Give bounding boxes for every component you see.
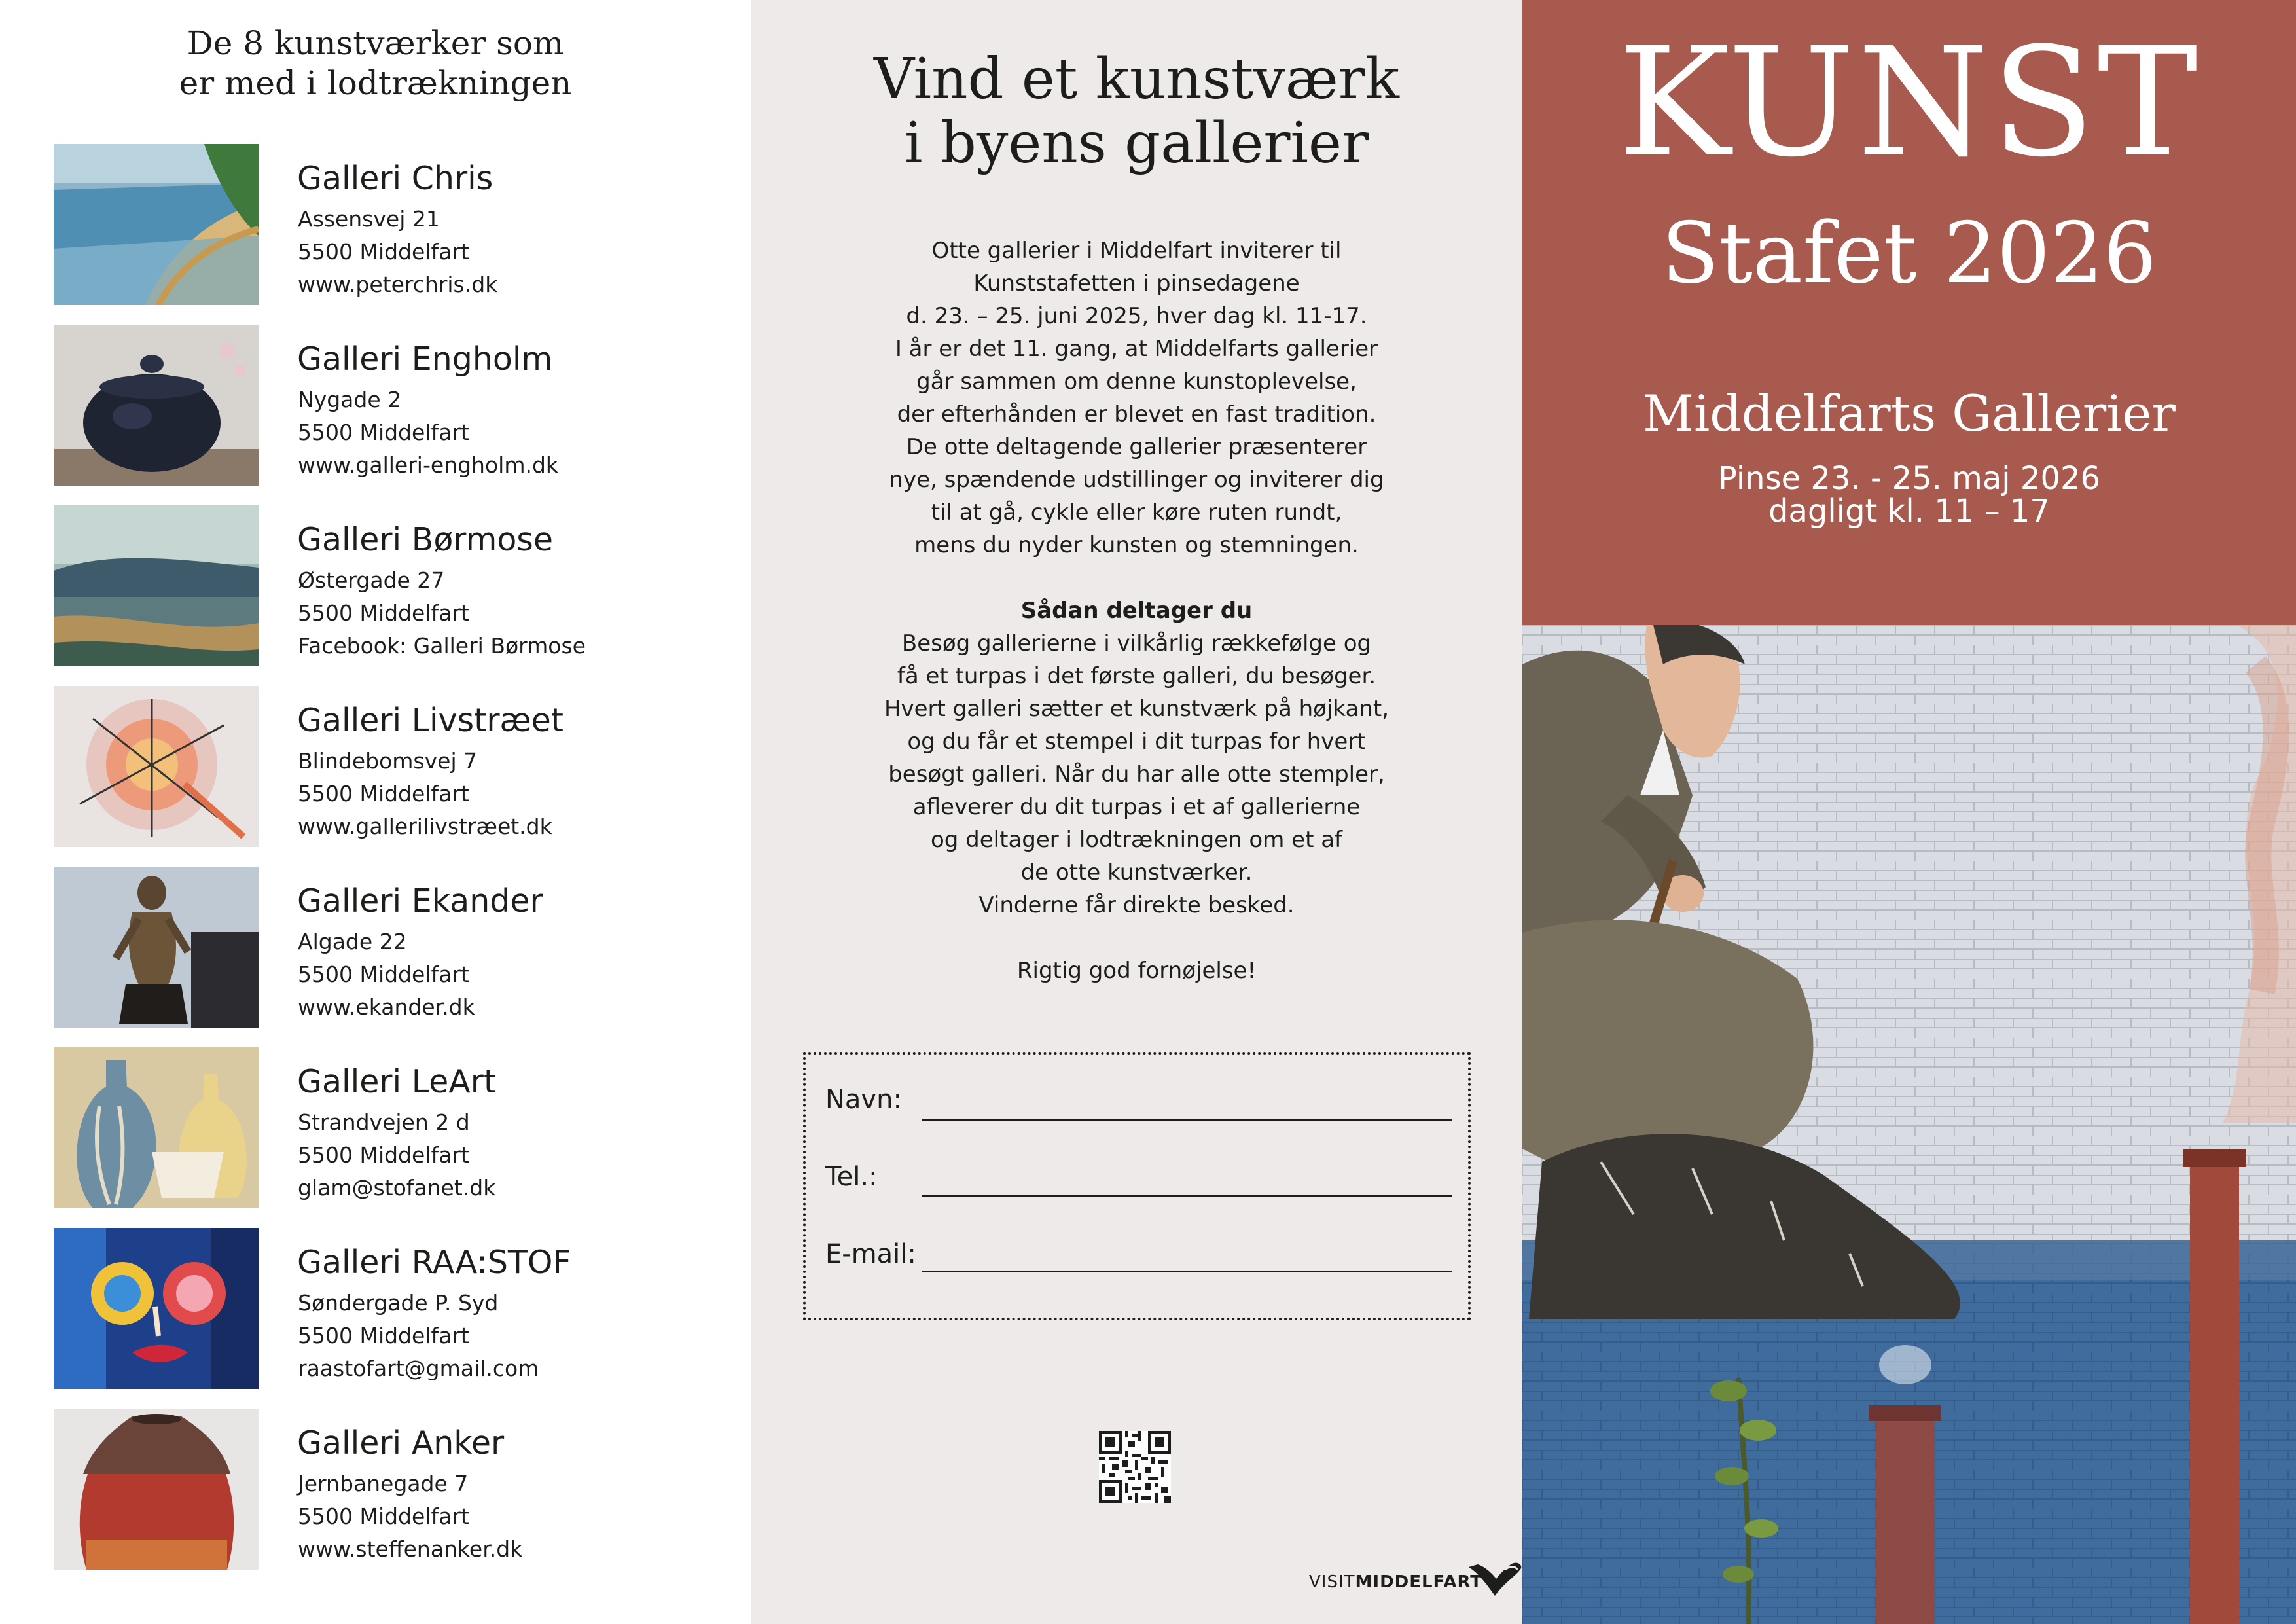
how-line: og du får et stempel i dit turpas for hvert: [907, 729, 1366, 755]
artwork-thumbnail-ceramic-jar: [54, 325, 259, 486]
gallery-facebook: Facebook: Galleri Børmose: [298, 633, 586, 659]
logo-text: [1309, 1572, 1482, 1592]
gallery-entry: [54, 1409, 734, 1572]
artwork-thumbnail-red-vase: [54, 1409, 259, 1570]
gallery-website: www.ekander.dk: [298, 994, 475, 1020]
how-line: og deltager i lodtrækningen om et af: [930, 827, 1343, 853]
email-label: E-mail:: [825, 1239, 916, 1269]
gallery-name: Galleri Børmose: [297, 521, 553, 558]
cover-organizer: Middelfarts Gallerier: [1643, 384, 2176, 442]
gallery-address: Jernbanegade 7: [298, 1471, 469, 1496]
intro-line: De otte deltagende gallerier præsenterer: [906, 434, 1367, 460]
intro-line: I år er det 11. gang, at Middelfarts gallerier: [895, 336, 1378, 362]
intro-line: nye, spændende udstillinger og inviterer dig: [889, 467, 1384, 493]
how-line: Besøg gallerierne i vilkårlig rækkefølge og: [901, 630, 1372, 657]
artwork-thumbnail-coast-painting: [54, 144, 259, 305]
cover-title: KUNST: [1618, 16, 2200, 190]
gallery-website: www.peterchris.dk: [298, 272, 498, 297]
competition-title: [751, 47, 1522, 175]
cover-hours: dagligt kl. 11 – 17: [1768, 493, 2050, 530]
gallery-city: 5500 Middelfart: [298, 239, 469, 264]
gallery-city: 5500 Middelfart: [298, 1323, 469, 1348]
qr-code-icon[interactable]: [1099, 1431, 1171, 1503]
closing-text: Rigtig god fornøjelse!: [1016, 958, 1257, 984]
artwork-thumbnail-landscape-painting: [54, 505, 259, 666]
how-line: Vinderne får direkte besked.: [978, 892, 1295, 918]
gallery-entry: [54, 867, 734, 1030]
gallery-city: 5500 Middelfart: [298, 1142, 469, 1168]
gallery-website: www.steffenanker.dk: [298, 1536, 523, 1562]
intro-line: Kunststafetten i pinsedagene: [973, 270, 1300, 297]
gallery-website: www.galleri-engholm.dk: [298, 452, 559, 478]
gallery-entry: [54, 144, 734, 308]
logo-visit-word: VISIT: [1309, 1572, 1355, 1592]
gallery-entry: [54, 1228, 734, 1392]
how-to-participate: [751, 594, 1522, 922]
competition-panel: [751, 0, 1522, 1624]
artwork-thumbnail-abstract-circle: [54, 686, 259, 847]
gallery-city: 5500 Middelfart: [298, 600, 469, 626]
gallery-entry: [54, 505, 734, 669]
gallery-email: glam@stofanet.dk: [298, 1175, 496, 1200]
intro-line: mens du nyder kunsten og stemningen.: [914, 532, 1359, 558]
phone-field[interactable]: [922, 1195, 1452, 1197]
gallery-city: 5500 Middelfart: [298, 781, 469, 806]
how-line: afleverer du dit turpas i et af gallerierne: [912, 794, 1361, 820]
how-line: Hvert galleri sætter et kunstværk på højkant,: [884, 696, 1390, 722]
how-line: de otte kunstværker.: [1020, 859, 1253, 886]
gallery-name: Galleri Engholm: [297, 340, 553, 378]
intro-line: d. 23. – 25. juni 2025, hver dag kl. 11-17.: [906, 303, 1367, 329]
cover-panel: [1522, 0, 2296, 1624]
gallery-name: Galleri Anker: [297, 1424, 505, 1462]
name-field[interactable]: [922, 1119, 1452, 1121]
gallery-address: Blindebomsvej 7: [298, 748, 478, 774]
gallery-list-heading: De 8 kunstværker som er med i lodtrækningen: [179, 24, 572, 102]
gallery-city: 5500 Middelfart: [298, 962, 469, 987]
gallery-entry: [54, 1047, 734, 1211]
how-line: få et turpas i det første galleri, du besøger.: [897, 663, 1376, 689]
artwork-thumbnail-colorful-portrait: [54, 1228, 259, 1389]
gallery-name: Galleri Chris: [297, 160, 493, 197]
gallery-entry: [54, 686, 734, 850]
competition-title-line: i byens gallerier: [904, 111, 1369, 176]
intro-line: til at gå, cykle eller køre ruten rundt,: [931, 499, 1342, 526]
phone-label: Tel.:: [825, 1162, 878, 1192]
gallery-name: Galleri RAA:STOF: [297, 1244, 571, 1281]
gallery-address: Strandvejen 2 d: [298, 1110, 470, 1135]
gallery-address: Østergade 27: [298, 568, 445, 593]
artwork-thumbnail-still-life-bottles: [54, 1047, 259, 1208]
logo-city-word: MIDDELFART: [1355, 1572, 1483, 1592]
email-field[interactable]: [922, 1271, 1452, 1272]
intro-line: går sammen om denne kunstoplevelse,: [916, 369, 1357, 395]
how-line: besøgt galleri. Når du har alle otte stempler,: [888, 761, 1385, 787]
gallery-address: Søndergade P. Syd: [298, 1290, 499, 1316]
gallery-city: 5500 Middelfart: [298, 420, 469, 445]
intro-line: der efterhånden er blevet en fast tradition.: [897, 401, 1376, 427]
gallery-website: www.gallerilivstræet.dk: [298, 814, 552, 839]
gallery-list-panel: [0, 0, 751, 1624]
mural-photo: [1522, 625, 2296, 1624]
entry-form: [803, 1052, 1471, 1320]
how-to-participate-heading: Sådan deltager du: [1020, 598, 1253, 624]
gallery-address: Assensvej 21: [298, 206, 440, 232]
name-label: Navn:: [825, 1085, 902, 1115]
gallery-entry: [54, 325, 734, 488]
gallery-name: Galleri Ekander: [297, 882, 543, 920]
heart-logo-icon: [1466, 1561, 1525, 1598]
artwork-thumbnail-bronze-sculpture: [54, 867, 259, 1028]
competition-title-line: Vind et kunstværk: [874, 46, 1399, 112]
gallery-name: Galleri LeArt: [297, 1063, 497, 1100]
gallery-name: Galleri Livstræet: [297, 702, 564, 739]
cover-date: Pinse 23. - 25. maj 2026: [1717, 460, 2101, 497]
gallery-address: Algade 22: [298, 929, 407, 954]
gallery-city: 5500 Middelfart: [298, 1504, 469, 1529]
intro-paragraph: [751, 234, 1522, 562]
gallery-address: Nygade 2: [298, 387, 402, 412]
gallery-email: raastofart@gmail.com: [298, 1356, 539, 1381]
intro-line: Otte gallerier i Middelfart inviterer til: [931, 238, 1342, 264]
cover-subtitle: Stafet 2026: [1661, 205, 2157, 302]
